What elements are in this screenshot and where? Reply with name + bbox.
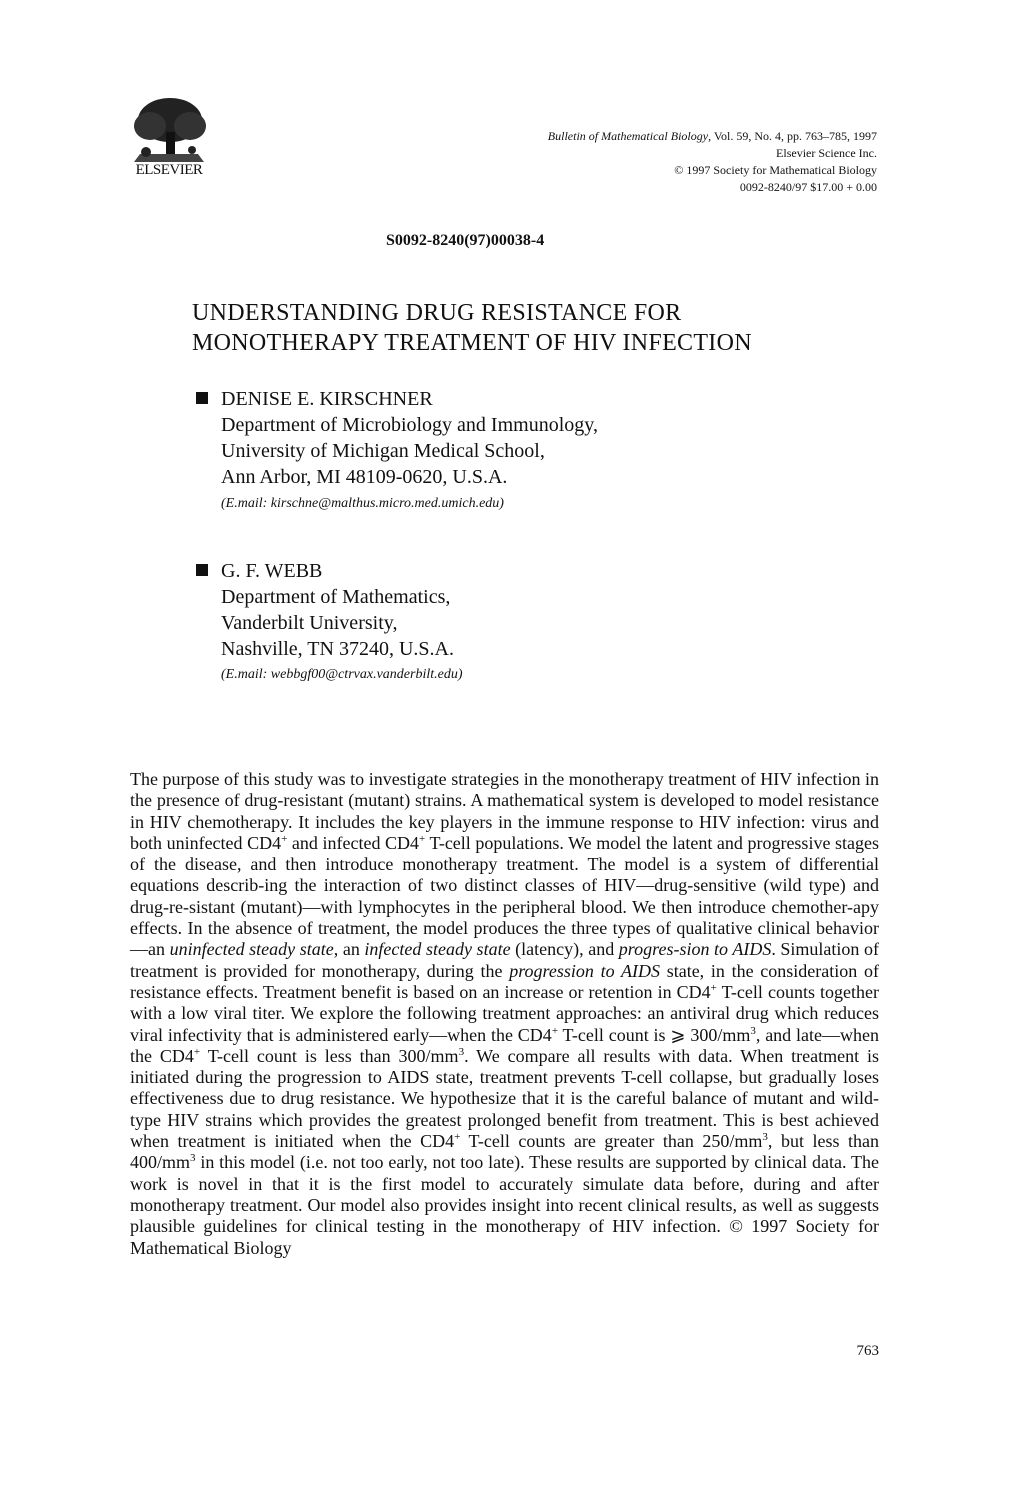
author-lines [221, 386, 598, 490]
emphasis: progres-sion to AIDS [618, 939, 772, 960]
superscript: 3 [458, 1045, 465, 1058]
publisher: Elsevier Science Inc. [776, 146, 877, 160]
abstract-text: , and late—when the CD4 [130, 1024, 879, 1066]
author-institution: University of Michigan Medical School, [221, 440, 545, 462]
emphasis: progression to AIDS [509, 960, 660, 981]
author-address: Ann Arbor, MI 48109-0620, U.S.A. [221, 466, 508, 488]
title-line-2: MONOTHERAPY TREATMENT OF HIV INFECTION [192, 330, 752, 356]
issn: 0092-8240/97 $17.00 + 0.00 [739, 180, 877, 194]
copyright: © 1997 Society for Mathematical Biology [674, 163, 877, 177]
abstract-text: . Simulation of treatment is provided for monotherapy, during the [130, 939, 880, 981]
author-name: G. F. WEBB [221, 560, 323, 582]
paper-title [192, 298, 752, 358]
logo-wordmark: ELSEVIER [135, 162, 203, 178]
author-department: Department of Mathematics, [221, 586, 451, 608]
abstract-text: T-cell counts are greater than 250/mm [460, 1131, 763, 1152]
abstract-text: , but less than 400/mm [130, 1131, 879, 1173]
page-number: 763 [856, 1343, 879, 1359]
author-lines [221, 558, 454, 662]
emphasis: uninfected steady state [169, 939, 334, 960]
superscript: + [710, 981, 717, 994]
superscript: 3 [190, 1152, 196, 1165]
author-email: (E.mail: kirschne@malthus.micro.med.umich.edu) [221, 496, 504, 511]
superscript: + [281, 832, 288, 845]
abstract-text: T-cell count is less than 300/mm [200, 1045, 459, 1066]
abstract-text: . We compare all results with data. When treatment is initiated during the progression to AIDS state, treatment prevents T-cell collapse, but gradually loses effectiveness due to drug resistance. We hypothesize that it is the careful balance of mutant and wild-type HIV strains which provides the greatest prolonged benefit from treatment. This is best achieved when treatment is initiated when the CD4 [130, 1045, 879, 1152]
superscript: + [454, 1131, 461, 1144]
abstract-text: , an [333, 939, 365, 960]
superscript: 3 [762, 1131, 768, 1144]
abstract [130, 769, 879, 1259]
author-address: Nashville, TN 37240, U.S.A. [221, 638, 454, 660]
bullet-square-icon [196, 392, 208, 404]
abstract-text: T-cell counts together with a low viral titer. We explore the following treatment approaches: an antiviral drug which reduces viral infectivity that is administered early—when the CD4 [130, 981, 879, 1045]
abstract-text: The purpose of this study was to investigate strategies in the monotherapy treatment of HIV infection in the presence of drug-resistant (mutant) strains. A mathematical system is developed to model resistance in HIV chemotherapy. It includes the key players in the immune response to HIV infection: virus and both uninfected CD4 [130, 769, 879, 853]
journal-citation: , Vol. 59, No. 4, pp. 763–785, 1997 [708, 129, 877, 143]
document-id: S0092-8240(97)00038-4 [386, 232, 545, 249]
title-line-1: UNDERSTANDING DRUG RESISTANCE FOR [192, 300, 682, 326]
abstract-text: T-cell count is ⩾ 300/mm [558, 1024, 751, 1045]
journal-info [548, 128, 877, 196]
abstract-text: state, in the consideration of resistance effects. Treatment benefit is based on an increase or retention in CD4 [130, 960, 879, 1002]
superscript: + [193, 1045, 201, 1058]
bullet-square-icon [196, 564, 208, 576]
author-email: (E.mail: webbgf00@ctrvax.vanderbilt.edu) [221, 667, 463, 682]
abstract-text: T-cell populations. We model the latent and progressive stages of the disease, and then introduce monotherapy treatment. The model is a system of differential equations describ-ing the interaction of two distinct classes of HIV—drug-sensitive (wild type) and drug-re-sistant (mutant)—with lymphocytes in the peripheral blood. We then introduce chemother-apy effects. In the absence of treatment, the model produces the three types of qualitative clinical behavior—an [130, 832, 879, 960]
emphasis: infected steady state [364, 939, 511, 960]
author-name: DENISE E. KIRSCHNER [221, 388, 433, 410]
author-institution: Vanderbilt University, [221, 612, 398, 634]
abstract-text: and infected CD4 [287, 832, 420, 853]
author-department: Department of Microbiology and Immunology, [221, 414, 598, 436]
tree-icon [128, 96, 210, 166]
journal-citation-line [548, 128, 877, 145]
abstract-text: (latency), and [510, 939, 619, 960]
journal-name: Bulletin of Mathematical Biology [547, 129, 709, 143]
superscript: + [551, 1024, 559, 1037]
abstract-text: in this model (i.e. not too early, not too late). These results are supported by clinical data. The work is novel in that it is the first model to accurately simulate data before, during and after monotherapy treatment. Our model also provides insight into recent clinical results, as well as suggests plausible guidelines for clinical testing in the monotherapy of HIV infection. © 1997 Society for Mathematical Biology [130, 1152, 879, 1258]
superscript: 3 [750, 1024, 756, 1037]
superscript: + [419, 832, 426, 845]
